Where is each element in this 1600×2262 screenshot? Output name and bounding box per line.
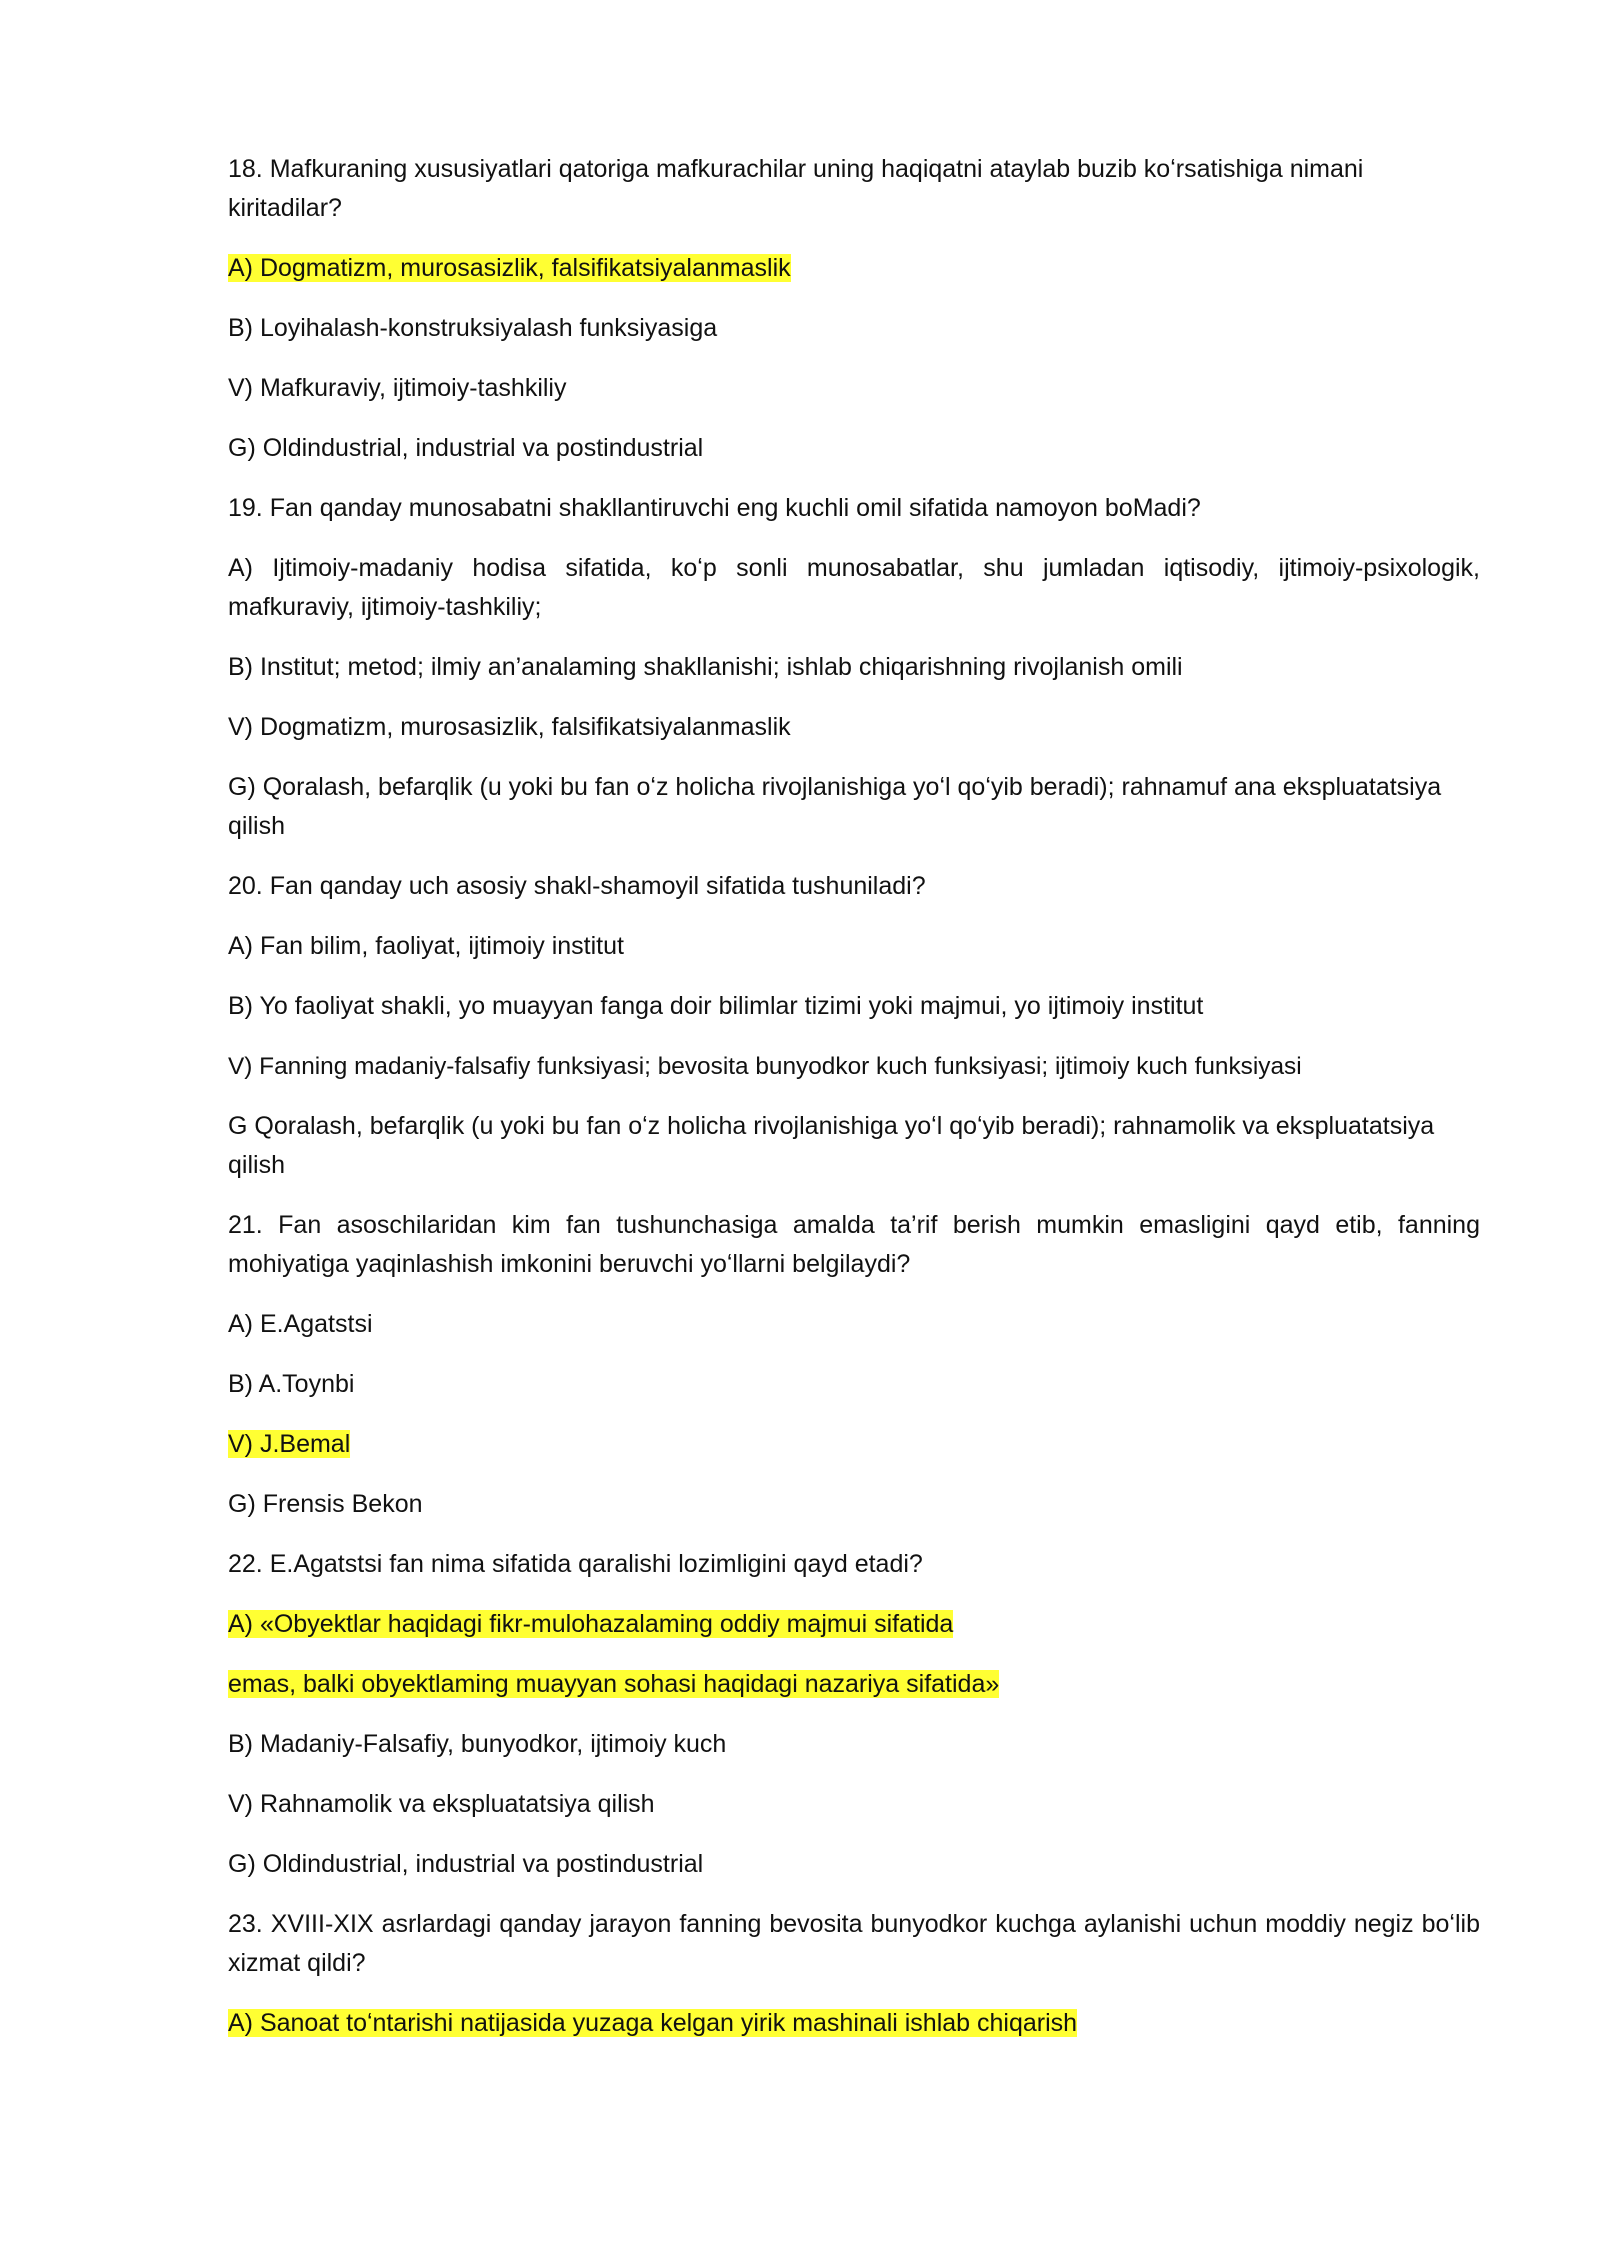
question-22: 22. E.Agatstsi fan nima sifatida qaralishi lozimligini qayd etadi? <box>228 1550 923 1578</box>
answer-18-a <box>228 249 1480 288</box>
answer-21-a: A) E.Agatstsi <box>228 1310 373 1338</box>
question-21: 21. Fan asoschilaridan kim fan tushunchasiga amalda ta’rif berish mumkin emasligini qayd etib, fanning mohiyatiga yaqinlashish imkonini beruvchi yoʻllarni belgilaydi? <box>228 1211 1480 1278</box>
question-19: 19. Fan qanday munosabatni shakllantiruvchi eng kuchli omil sifatida namoyon boMadi? <box>228 494 1201 522</box>
answer-18-b: B) Loyihalash-konstruksiyalash funksiyasiga <box>228 314 718 342</box>
answer-22-v: V) Rahnamolik va ekspluatatsiya qilish <box>228 1790 655 1818</box>
answer-19-a: A) Ijtimoiy-madaniy hodisa sifatida, koʻp sonli munosabatlar, shu jumladan iqtisodiy, ijtimoiy-psixologik, mafkuraviy, ijtimoiy-tashkiliy; <box>228 554 1480 621</box>
answer-22-g: G) Oldindustrial, industrial va postindustrial <box>228 1850 704 1878</box>
answer-21-g: G) Frensis Bekon <box>228 1490 423 1518</box>
answer-19-g: G) Qoralash, befarqlik (u yoki bu fan oʻz holicha rivojlanishiga yoʻl qoʻyib beradi); rahnamuf ana ekspluatatsiya qilish <box>228 773 1442 840</box>
answer-20-a: A) Fan bilim, faoliyat, ijtimoiy institut <box>228 932 624 960</box>
question-20: 20. Fan qanday uch asosiy shakl-shamoyil sifatida tushuniladi? <box>228 872 926 900</box>
answer-21-v <box>228 1425 1480 1464</box>
highlighted-answer: emas, balki obyektlaming muayyan sohasi haqidagi nazariya sifatida» <box>228 1670 1000 1698</box>
highlighted-answer: V) J.Bemal <box>228 1430 351 1458</box>
answer-23-a <box>228 2004 1480 2043</box>
question-18: 18. Mafkuraning xususiyatlari qatoriga mafkurachilar uning haqiqatni ataylab buzib koʻrsatishiga nimani kiritadilar? <box>228 155 1364 222</box>
highlighted-answer: A) Sanoat toʻntarishi natijasida yuzaga kelgan yirik mashinali ishlab chiqarish <box>228 2009 1078 2037</box>
answer-22-a-line-2 <box>228 1665 1480 1704</box>
answer-22-a-line-1 <box>228 1605 1480 1644</box>
answer-20-b: B) Yo faoliyat shakli, yo muayyan fanga doir bilimlar tizimi yoki majmui, yo ijtimoiy institut <box>228 992 1204 1020</box>
answer-19-v: V) Dogmatizm, murosasizlik, falsifikatsiyalanmaslik <box>228 713 791 741</box>
answer-21-b: B) A.Toynbi <box>228 1370 355 1398</box>
highlighted-answer: A) Dogmatizm, murosasizlik, falsifikatsiyalanmaslik <box>228 254 791 282</box>
question-23: 23. XVIII-XIX asrlardagi qanday jarayon fanning bevosita bunyodkor kuchga aylanishi uchun moddiy negiz boʻlib xizmat qildi? <box>228 1910 1480 1977</box>
answer-19-b: B) Institut; metod; ilmiy an’analaming shakllanishi; ishlab chiqarishning rivojlanish omili <box>228 653 1183 681</box>
document-page <box>228 150 1480 2064</box>
answer-22-b: B) Madaniy-Falsafiy, bunyodkor, ijtimoiy kuch <box>228 1730 727 1758</box>
answer-20-g: G Qoralash, befarqlik (u yoki bu fan oʻz holicha rivojlanishiga yoʻl qoʻyib beradi); rahnamolik va ekspluatatsiya qilish <box>228 1112 1435 1179</box>
highlighted-answer: A) «Obyektlar haqidagi fikr-mulohazalaming oddiy majmui sifatida <box>228 1610 954 1638</box>
answer-20-v: V) Fanning madaniy-falsafiy funksiyasi; bevosita bunyodkor kuch funksiyasi; ijtimoiy kuch funksiyasi <box>228 1053 1302 1080</box>
answer-18-g: G) Oldindustrial, industrial va postindustrial <box>228 434 704 462</box>
answer-18-v: V) Mafkuraviy, ijtimoiy-tashkiliy <box>228 374 567 402</box>
